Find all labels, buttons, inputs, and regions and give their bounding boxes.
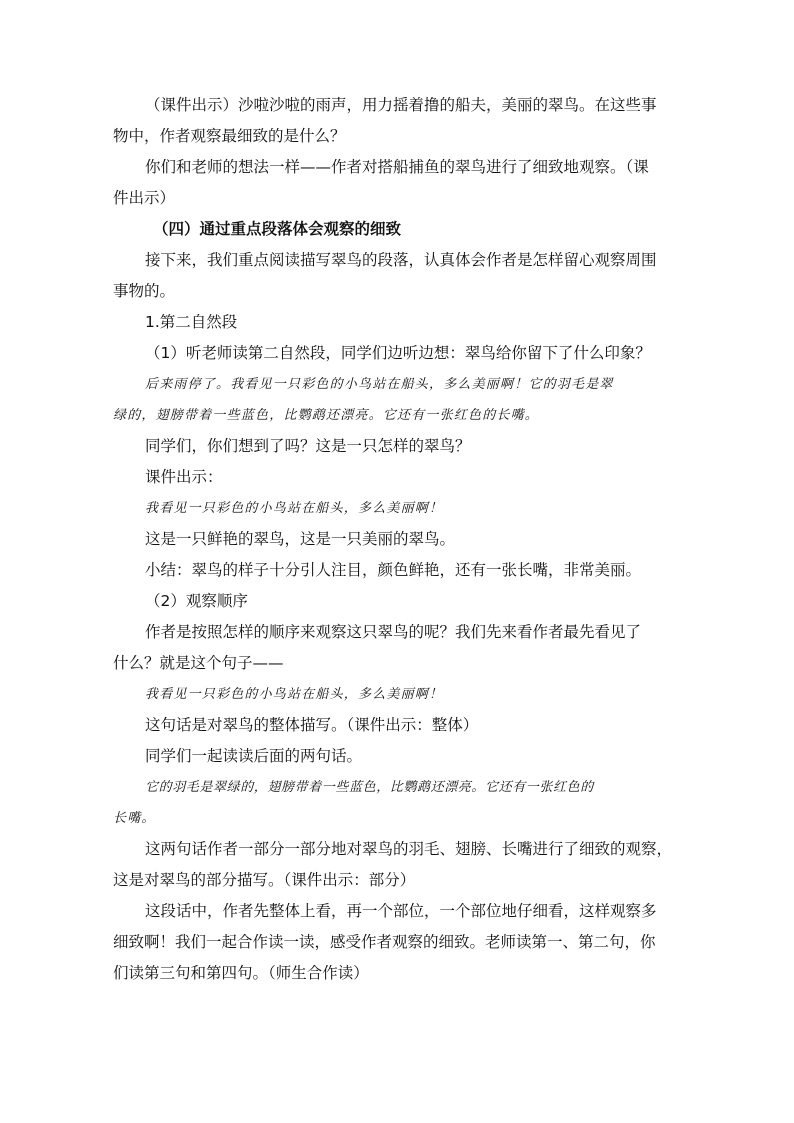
paragraph-line: 件出示） — [113, 189, 176, 207]
quote-line: 绿的，翅膀带着一些蓝色，比鹦鹉还漂亮。它还有一张红色的长嘴。 — [113, 408, 540, 423]
document-page — [113, 90, 673, 989]
paragraph-line: （2）观察顺序 — [145, 592, 248, 610]
paragraph-line: 这两句话作者一部分一部分地对翠鸟的羽毛、翅膀、长嘴进行了细致的观察， — [145, 840, 673, 858]
paragraph-line: 细致啊！我们一起合作读一读，感受作者观察的细致。老师读第一、第二句，你 — [113, 933, 656, 951]
paragraph-line: （课件出示）沙啦沙啦的雨声，用力摇着撸的船夫，美丽的翠鸟。在这些事 — [145, 96, 657, 114]
paragraph-line: 什么？就是这个句子—— — [113, 654, 284, 672]
quote-line: 我看见一只彩色的小鸟站在船头，多么美丽啊！ — [145, 687, 444, 702]
quote-line: 我看见一只彩色的小鸟站在船头，多么美丽啊！ — [145, 501, 444, 516]
paragraph-line: 同学们一起读读后面的两句话。 — [145, 747, 363, 765]
quote-line: 长嘴。 — [113, 811, 156, 826]
paragraph-line: 小结：翠鸟的样子十分引人注目，颜色鲜艳，还有一张长嘴，非常美丽。 — [145, 561, 642, 579]
paragraph-line: 这是一只鲜艳的翠鸟，这是一只美丽的翠鸟。 — [145, 530, 456, 548]
subsection-heading: 1.第二自然段 — [145, 313, 238, 331]
paragraph-line: 同学们，你们想到了吗？这是一只怎样的翠鸟？ — [145, 437, 471, 455]
paragraph-line: 你们和老师的想法一样——作者对搭船捕鱼的翠鸟进行了细致地观察。（课 — [145, 158, 649, 176]
paragraph-line: 作者是按照怎样的顺序来观察这只翠鸟的呢？我们先来看作者最先看见了 — [145, 623, 642, 641]
paragraph-line: 这句话是对翠鸟的整体描写。（课件出示：整体） — [145, 716, 479, 734]
paragraph-line: 事物的。 — [113, 282, 176, 300]
quote-line: 后来雨停了。我看见一只彩色的小鸟站在船头，多么美丽啊！它的羽毛是翠 — [145, 377, 614, 392]
paragraph-line: 课件出示： — [145, 468, 223, 486]
paragraph-line: 这是对翠鸟的部分描写。（课件出示：部分） — [113, 871, 416, 889]
paragraph-line: 接下来，我们重点阅读描写翠鸟的段落，认真体会作者是怎样留心观察周围 — [145, 251, 657, 269]
paragraph-line: （1）听老师读第二自然段，同学们边听边想：翠鸟给你留下了什么印象？ — [145, 344, 651, 362]
paragraph-line: 这段话中，作者先整体上看，再一个部位，一个部位地仔细看，这样观察多 — [145, 902, 657, 920]
section-heading: （四）通过重点段落体会观察的细致 — [153, 220, 402, 238]
quote-line: 它的羽毛是翠绿的，翅膀带着一些蓝色，比鹦鹉还漂亮。它还有一张红色的 — [145, 780, 594, 795]
paragraph-line: 们读第三句和第四句。（师生合作读） — [113, 964, 369, 982]
paragraph-line: 物中，作者观察最细致的是什么？ — [113, 127, 346, 145]
